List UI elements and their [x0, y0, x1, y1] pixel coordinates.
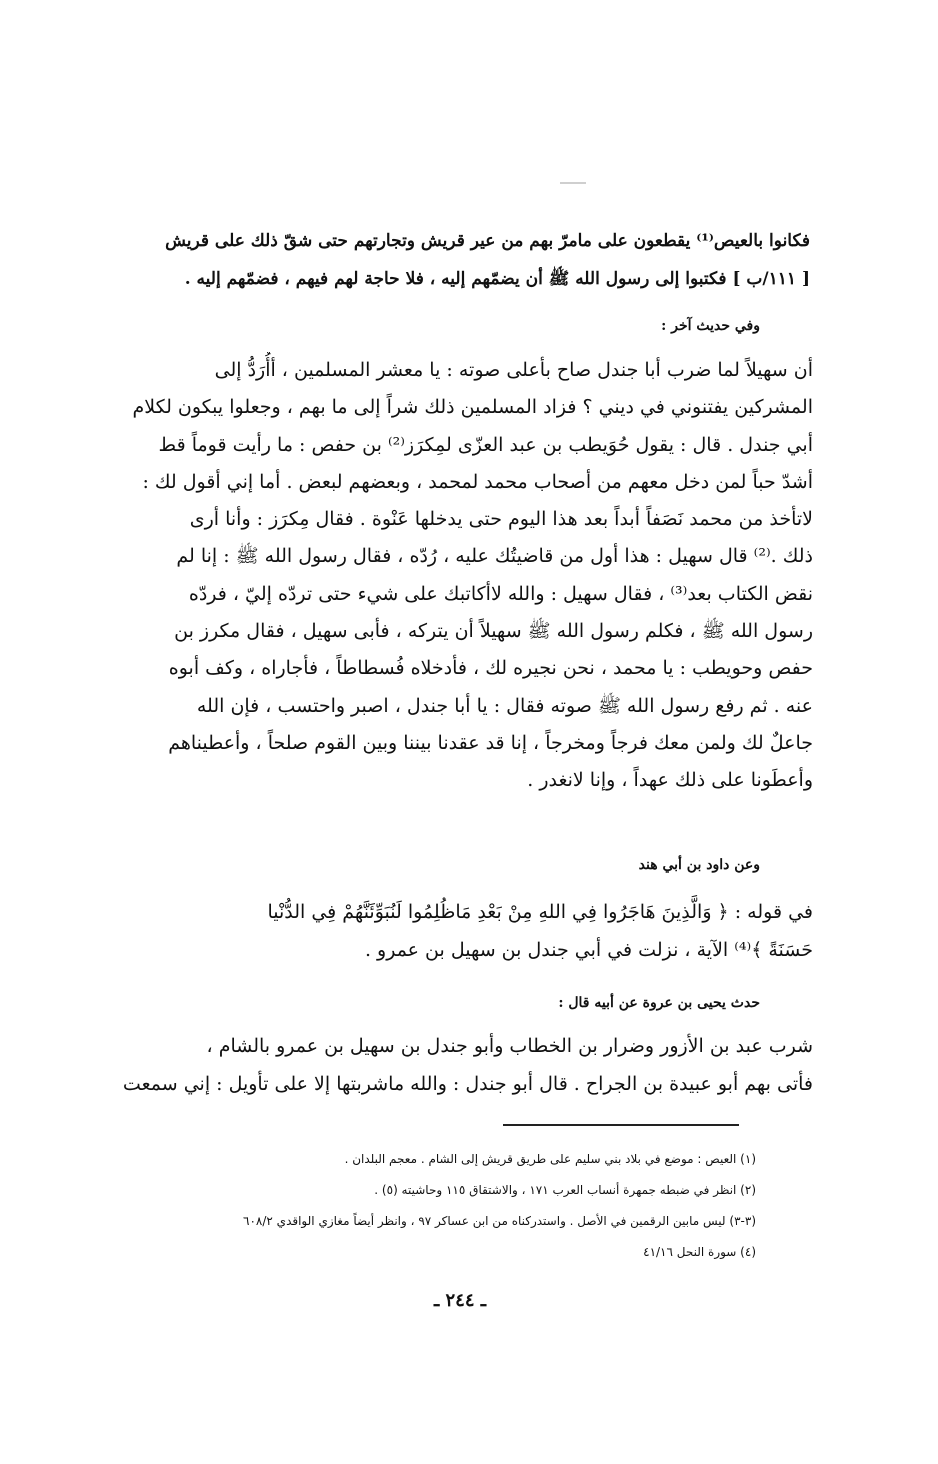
text-line: في قوله : ﴿ وَالَّذِينَ هَاجَرُوا فِي اللهِ مِنْ بَعْدِ مَاظُلِمُوا لَنُبَوِّئَنَّهُمْ فِي الدُّنْيا	[267, 901, 813, 923]
text-line: المشركين يفتنوني في ديني ؟ فزاد المسلمين ذلك شراً إلى ما بهم ، وجعلوا يبكون لكلام	[132, 396, 813, 419]
footnotes	[160, 1144, 756, 1268]
text-line: أشدّ حباً لمن دخل معهم من أصحاب محمد لمحمد ، وبعضهم لبعض . أما إني أقول لك :	[142, 470, 813, 493]
page-number: ـ ٢٤٤ ـ	[433, 1290, 487, 1311]
text-line: ذلك .⁽²⁾ قال سهيل : هذا أول من قاضيتُك عليه ، رُدّه ، فقال رسول الله ﷺ : إنا لم	[176, 545, 813, 568]
text-line: فأتى بهم أبو عبيدة بن الجراح . قال أبو جندل : والله ماشربتها إلا على تأويل : إني سمعت	[122, 1073, 813, 1095]
footnote: (٤) سورة النحل ٤١/١٦	[643, 1245, 756, 1259]
text-line: أبي جندل . قال : يقول حُوَيطب بن عبد العزّى لمِكرَز⁽²⁾ بن حفص : ما رأيت قوماً قط	[158, 433, 813, 456]
section-heading: وفي حديث آخر :	[661, 318, 760, 334]
main-narrative	[103, 352, 813, 800]
text-line: نقض الكتاب بعد⁽³⁾ ، فقال سهيل : والله لاأكاتبك على شيء حتى تردّه إليّ ، فردّه	[188, 582, 813, 605]
text-line: جاعلٌ لك ولمن معك فرجاً ومخرجاً ، إنا قد عقدنا بيننا وبين القوم صلحاً ، وأعطيناهم	[168, 731, 813, 754]
footnote: (٢) انظر في ضبطه جمهرة أنساب العرب ١٧١ ، والاشتقاق ١١٥ وحاشيته (٥) .	[374, 1183, 756, 1197]
footnote: (١) العيص : موضع في بلاد بني سليم على طريق قريش إلى الشام . معجم البلدان .	[344, 1152, 756, 1166]
footnote: (٣-٣) ليس مابين الرقمين في الأصل . واستدركناه من ابن عساكر ٩٧ ، وانظر أيضاً مغازي الواقدي ٦٠٨/٢	[243, 1214, 756, 1228]
scan-artifact	[560, 182, 586, 184]
footnote-divider	[503, 1124, 739, 1126]
opening-paragraph	[100, 222, 810, 298]
text-line: حفص وحويطب : يا محمد ، نحن نجيره لك ، فأدخلاه فُسطاطاً ، فأجاراه ، وكف أبوه	[168, 657, 813, 680]
text-line: [ ١١١/ب ] فكتبوا إلى رسول الله ﷺ أن يضمّهم إليه ، فلا حاجة لهم فيهم ، فضمّهم إليه .	[184, 269, 810, 289]
text-line: أن سهيلاً لما ضرب أبا جندل صاح بأعلى صوته : يا معشر المسلمين ، أأُرَدُّ إلى	[214, 359, 813, 381]
text-line: رسول الله ﷺ ، فكلم رسول الله ﷺ سهيلاً أن يتركه ، فأبى سهيل ، فقال مكرز بن	[174, 620, 813, 643]
text-line: عنه . ثم رفع رسول الله ﷺ صوته فقال : يا أبا جندل ، اصبر واحتسب ، فإن الله	[196, 694, 813, 717]
text-line: فكانوا بالعيص⁽¹⁾ يقطعون على مامرّ بهم من عير قريش وتجارتهم حتى شقّ ذلك على قريش	[165, 231, 810, 251]
section-heading: وعن داود بن أبي هند	[638, 857, 760, 873]
text-line: لاتأخذ من محمد نَصَفاً أبداً بعد هذا اليوم حتى يدخلها عَنْوة . فقال مِكرَز : وأنا أرى	[189, 508, 813, 531]
text-line: وأعطَونا على ذلك عهداً ، وإنا لانغدر .	[527, 769, 813, 792]
quran-verse-paragraph	[100, 893, 813, 969]
text-line: شرب عبد بن الأزور وضرار بن الخطاب وأبو جندل بن سهيل بن عمرو بالشام ،	[206, 1035, 813, 1057]
section-heading: حدث يحيى بن عروة عن أبيه قال :	[558, 995, 760, 1011]
closing-paragraph	[100, 1027, 813, 1103]
text-line: حَسَنَةً ﴾⁽⁴⁾ الآية ، نزلت في أبي جندل بن سهيل بن عمرو .	[364, 939, 813, 961]
